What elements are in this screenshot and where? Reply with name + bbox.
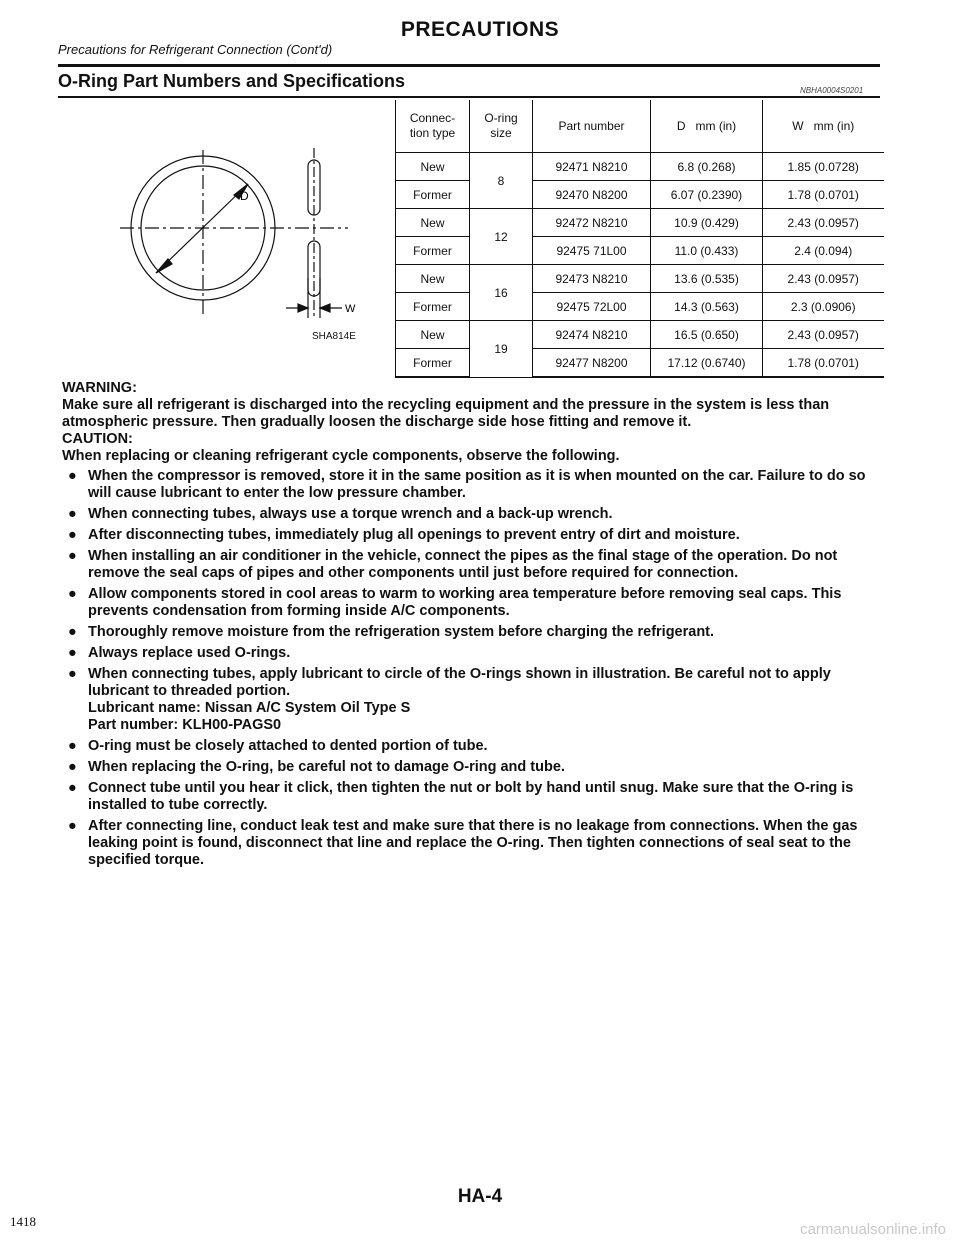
page-number: 1418 (10, 1214, 36, 1229)
o-ring-diagram (98, 138, 358, 328)
list-item: ● After connecting line, conduct leak test and make sure that there is no leakage from connections. When the gas leaking point is found, disconnect that line and replace the O-ring. Then tighten connections of seal seat to the specified torque. (68, 818, 858, 868)
caution-list (62, 468, 882, 869)
cell-w: 2.43 (0.0957) (763, 209, 884, 237)
list-item: ● When connecting tubes, always use a torque wrench and a back-up wrench. (68, 506, 613, 522)
cell-d: 14.3 (0.563) (651, 293, 763, 321)
cell-type: New (396, 153, 470, 181)
bullet-icon: ● (68, 818, 77, 834)
bullet-icon: ● (68, 527, 77, 543)
cell-type: Former (396, 181, 470, 209)
width-arrow-right (320, 304, 330, 312)
cell-w: 2.43 (0.0957) (763, 321, 884, 349)
bullet-icon: ● (68, 548, 77, 564)
bullet-icon: ● (68, 468, 77, 484)
o-ring-spec-table (395, 100, 884, 378)
cell-w: 1.85 (0.0728) (763, 153, 884, 181)
bullet-icon: ● (68, 738, 77, 754)
cell-part: 92477 N8200 (533, 349, 651, 378)
table-row (396, 153, 884, 181)
cell-d: 6.07 (0.2390) (651, 181, 763, 209)
cell-part: 92471 N8210 (533, 153, 651, 181)
list-item: ● When the compressor is removed, store it in the same position as it is when mounted on the car. Failure to do so will cause lubricant to enter the low pressure chamber. (68, 468, 866, 501)
cell-part: 92473 N8210 (533, 265, 651, 293)
bullet-icon: ● (68, 666, 77, 682)
label-d: D (240, 189, 249, 203)
cell-w: 2.43 (0.0957) (763, 265, 884, 293)
bullet-icon: ● (68, 645, 77, 661)
bullet-icon: ● (68, 624, 77, 640)
bullet-icon: ● (68, 586, 77, 602)
table-row (396, 349, 884, 378)
cell-type: New (396, 265, 470, 293)
cell-d: 6.8 (0.268) (651, 153, 763, 181)
caution-heading: CAUTION: (62, 431, 133, 447)
precautions-body (62, 380, 882, 873)
cell-type: New (396, 209, 470, 237)
table-row (396, 209, 884, 237)
watermark: carmanualsonline.info (800, 1221, 946, 1238)
header-part-number: Part number (533, 100, 651, 153)
page-title: PRECAUTIONS (400, 18, 560, 41)
bullet-icon: ● (68, 506, 77, 522)
warning-text: Make sure all refrigerant is discharged into the recycling equipment and the pressure in the system is less than atmospheric pressure. Then gradually loosen the discharge side hose fitting and remove it. (62, 397, 830, 430)
table-row (396, 321, 884, 349)
header-w: W mm (in) (763, 100, 884, 153)
cell-d: 16.5 (0.650) (651, 321, 763, 349)
cell-d: 17.12 (0.6740) (651, 349, 763, 378)
cell-size: 16 (470, 265, 533, 321)
width-arrow-left (298, 304, 308, 312)
header-divider (58, 64, 880, 67)
list-item: ● O-ring must be closely attached to dented portion of tube. (68, 738, 488, 754)
section-divider (58, 96, 880, 98)
list-item: ● Always replace used O-rings. (68, 645, 291, 661)
list-item: ● Allow components stored in cool areas to warm to working area temperature before removing seal caps. This prevents condensation from forming inside A/C components. (68, 586, 842, 619)
list-item: ● Connect tube until you hear it click, then tighten the nut or bolt by hand until snug. Make sure that the O-ring is installed to tube correctly. (68, 780, 854, 813)
cell-part: 92470 N8200 (533, 181, 651, 209)
cell-d: 11.0 (0.433) (651, 237, 763, 265)
page-subtitle: Precautions for Refrigerant Connection (Cont'd) (58, 42, 333, 57)
table-row (396, 293, 884, 321)
header-connection-type: Connec- tion type (396, 100, 470, 153)
caution-intro: When replacing or cleaning refrigerant cycle components, observe the following. (62, 448, 620, 464)
lubricant-name: Lubricant name: Nissan A/C System Oil Type S (88, 700, 411, 716)
cell-w: 2.4 (0.094) (763, 237, 884, 265)
cell-size: 8 (470, 153, 533, 209)
table-row (396, 237, 884, 265)
lubricant-part-number: Part number: KLH00-PAGS0 (88, 717, 282, 733)
cell-part: 92472 N8210 (533, 209, 651, 237)
header-o-ring-size: O-ring size (470, 100, 533, 153)
cell-type: Former (396, 237, 470, 265)
table-header-row (396, 100, 884, 153)
bullet-icon: ● (68, 759, 77, 775)
cell-size: 19 (470, 321, 533, 378)
cell-w: 1.78 (0.0701) (763, 181, 884, 209)
section-title: O-Ring Part Numbers and Specifications (58, 71, 406, 91)
cell-d: 10.9 (0.429) (651, 209, 763, 237)
section-code: NBHA0004S0201 (800, 86, 864, 95)
list-item: ● After disconnecting tubes, immediately plug all openings to prevent entry of dirt and moisture. (68, 527, 740, 543)
figure-id: SHA814E (312, 331, 356, 342)
table-row (396, 181, 884, 209)
cell-part: 92475 72L00 (533, 293, 651, 321)
label-w: W (345, 303, 356, 315)
list-item: ● When replacing the O-ring, be careful not to damage O-ring and tube. (68, 759, 565, 775)
bullet-icon: ● (68, 780, 77, 796)
page-code: HA-4 (457, 1186, 503, 1207)
list-item: ● Thoroughly remove moisture from the refrigeration system before charging the refrigerant. (68, 624, 715, 640)
cell-w: 2.3 (0.0906) (763, 293, 884, 321)
header-d: D mm (in) (651, 100, 763, 153)
list-item: ● When connecting tubes, apply lubricant to circle of the O-rings shown in illustration. Be careful not to apply lubricant to threaded portion. Lubricant name: Nissan A/C System Oil Type S Part number: KLH00-PAGS0 (62, 666, 882, 734)
cell-type: New (396, 321, 470, 349)
warning-heading: WARNING: (62, 380, 137, 396)
cell-type: Former (396, 349, 470, 378)
cell-size: 12 (470, 209, 533, 265)
list-item: ● When installing an air conditioner in the vehicle, connect the pipes as the final stage of the operation. Do not remove the seal caps of pipes and other components until just before required for connection. (68, 548, 838, 581)
diameter-line (156, 184, 248, 273)
cell-part: 92475 71L00 (533, 237, 651, 265)
diameter-arrow-start (156, 259, 172, 273)
table-row (396, 265, 884, 293)
cell-w: 1.78 (0.0701) (763, 349, 884, 378)
cell-type: Former (396, 293, 470, 321)
cell-part: 92474 N8210 (533, 321, 651, 349)
cell-d: 13.6 (0.535) (651, 265, 763, 293)
